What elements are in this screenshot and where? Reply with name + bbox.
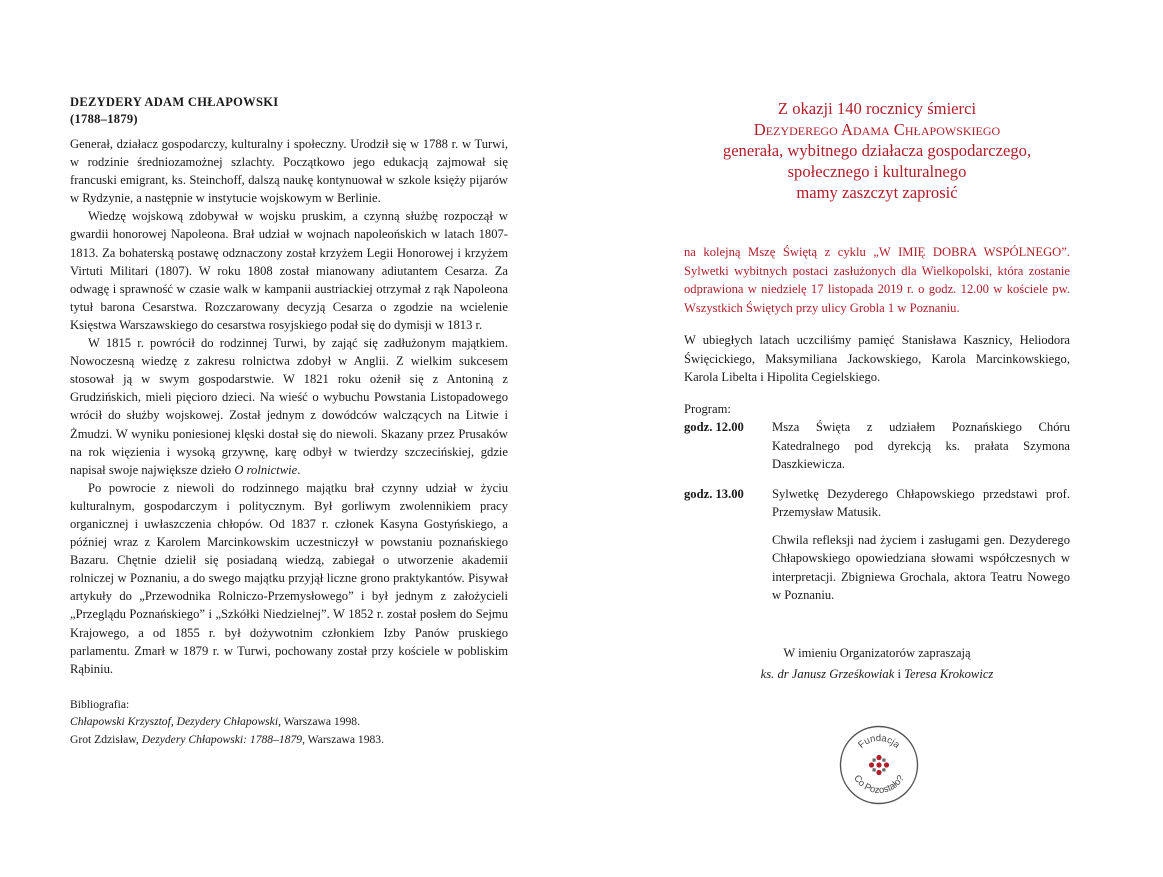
bio-paragraph-2: Wiedzę wojskową zdobywał w wojsku pruskim, a czynną służbę rozpoczął w gwardii honorowej Napoleona. Brał udział w wojnach napoleońskich w latach 1807-1813. Za bohaterską postawę odznaczony został krzyżem Legii Honorowej i krzyżem Virtuti Militari (1807). W roku 1808 został mianowany adiutantem Cesarza. Za odwagę i sprawność w czasie walk w kampanii austriackiej otrzymał z rąk Napoleona tytuł barona Cesarstwa. Rozczarowany decyzją Cesarza o zgodzie na wcielenie Księstwa Warszawskiego do cesarstwa rosyjskiego podał się do dymisji w 1813 r. [70,209,508,332]
book-title: O rolnictwie [234,462,298,477]
bibliography-item [70,713,508,731]
program-item [684,418,1070,474]
bio-paragraph-3-end: . [297,462,301,477]
invitation-header [674,98,1080,203]
bib-rest: , Warszawa 1998. [278,715,360,729]
organizers [684,664,1070,685]
header-line: Z okazji 140 rocznicy śmierci [777,99,977,118]
biography-column [70,94,508,748]
logo-top-text: Fundacja [856,732,902,751]
organizer-name: Teresa Krokowicz [904,666,994,681]
bibliography [70,696,508,749]
bio-paragraph-1: Generał, działacz gospodarczy, kulturalny i społeczny. Urodził się w 1788 r. w Turwi, w rodzinie średniozamożnej szlachty. Początkowo jego edukacją zajmował się francuski emigrant, ks. Steinchoff, dalszą naukę kontynuował w szkole księży pijarów w Rydzynie, a następnie w instytucie wojskowym w Berlinie. [70,137,508,206]
invitation-column [684,98,1070,685]
bib-author: Grot Zdzisław, [70,732,142,746]
closing-line: W imieniu Organizatorów zapraszają [783,645,971,660]
biography-title: DEZYDERY ADAM CHŁAPOWSKI [70,95,279,109]
program-description-text: Chwila refleksji nad życiem i zasługami gen. Dezyderego Chłapowskiego opowiedziana słowami współczesnych w interpretacji. Zbigniewa Grochala, aktora Teatru Nowego w Poznaniu. [772,532,1070,602]
bibliography-label: Bibliografia: [70,697,130,711]
header-name: Dezyderego Adama Chłapowskiego [753,120,1001,139]
bibliography-item [70,731,508,749]
organizer-conjunction: i [894,666,905,681]
bib-author: Chłapowski Krzysztof, [70,715,177,729]
program-description [772,485,1070,605]
header-line: generała, wybitnego działacza gospodarczego, [722,141,1032,160]
header-line: społecznego i kulturalnego [787,162,967,181]
program-time: godz. 13.00 [684,486,744,501]
biography-text [70,135,508,678]
bio-paragraph-3-text: W 1815 r. powrócił do rodzinnej Turwi, by zająć się zadłużonym majątkiem. Nowoczesną wiedzę z zakresu rolnictwa zdobył w Anglii. Z wielkim sukcesem stosował ją w swym gospodarstwie. W 1821 roku ożenił się z Antoniną z Grudzińskich, mieli pięcioro dzieci. Na wieść o wybuchu Powstania Listopadowego wrócił do służby wojskowej. Został jednym z dowódców walczących na Litwie i Żmudzi. W wyniku poniesionej klęski dostał się do niewoli. Skazany przez Prusaków na rok więzienia i wysoką grzywnę, karę odbył w twierdzy szczecińskiej, gdzie napisał swoje największe dzieło [70,336,508,477]
program-time: godz. 12.00 [684,420,744,434]
program-description-text: Msza Święta z udziałem Poznańskiego Chóru Katedralnego pod dyrekcją ks. prałata Szymona Daszkiewicza. [772,420,1070,471]
program-label: Program: [684,401,731,416]
invitation-closing [684,643,1070,685]
invitation-intro: na kolejną Mszę Świętą z cyklu „W IMIĘ DOBRA WSPÓLNEGO”. Sylwetki wybitnych postaci zasłużonych dla Wielkopolski, która zostanie odprawiona w niedzielę 17 listopada 2019 r. o godz. 12.00 w kościele pw. Wszystkich Świętych przy ulicy Grobla 1 w Poznaniu. [684,245,1070,315]
previous-honorees: W ubiegłych latach uczciliśmy pamięć Stanisława Kasznicy, Heliodora Święcickiego, Maksymiliana Jackowskiego, Karola Marcinkowskiego, Karola Libelta i Hipolita Cegielskiego. [684,333,1070,384]
program-description-text: Sylwetkę Dezyderego Chłapowskiego przedstawi prof. Przemysław Matusik. [772,486,1070,519]
bib-rest: , Warszawa 1983. [302,732,384,746]
program-list [684,418,1070,605]
biography-years: (1788–1879) [70,112,138,126]
bib-title: Dezydery Chłapowski [176,715,279,729]
logo-bottom-text: Co Pozostało? [851,773,907,797]
header-line: mamy zaszczyt zaprosić [796,183,958,202]
program-item [684,485,1070,605]
bib-title: Dezydery Chłapowski: 1788–1879 [141,732,303,746]
bio-paragraph-3 [70,334,508,479]
organizer-name: ks. dr Janusz Grześkowiak [760,666,895,681]
foundation-logo-icon [838,724,920,806]
bio-paragraph-4: Po powrocie z niewoli do rodzinnego majątku brał czynny udział w życiu kulturalnym, gospodarczym i politycznym. Był gorliwym zwolennikiem pracy organicznej i uwłaszczenia chłopów. Od 1837 r. członek Kasyna Gostyńskiego, a później wraz z Karolem Marcinkowskim uczestniczył w powstaniu poznańskiego Bazaru. Chętnie dzielił się posiadaną wiedzą, zabiegał o utworzenie akademii rolniczej w Poznaniu, a do swego majątku przyjął liczne grono praktykantów. Pisywał artykuły do „Przewodnika Rolniczo-Przemysłowego” i był jednym z założycieli „Przeglądu Poznańskiego” i „Szkółki Niedzielnej”. W 1852 r. został posłem do Sejmu Krajowego, a od 1855 r. był dożywotnim członkiem Izby Panów pruskiego parlamentu. Zmarł w 1879 r. w Turwi, pochowany został przy kościele w pobliskim Rąbiniu. [70,480,508,676]
program-description [772,418,1070,474]
